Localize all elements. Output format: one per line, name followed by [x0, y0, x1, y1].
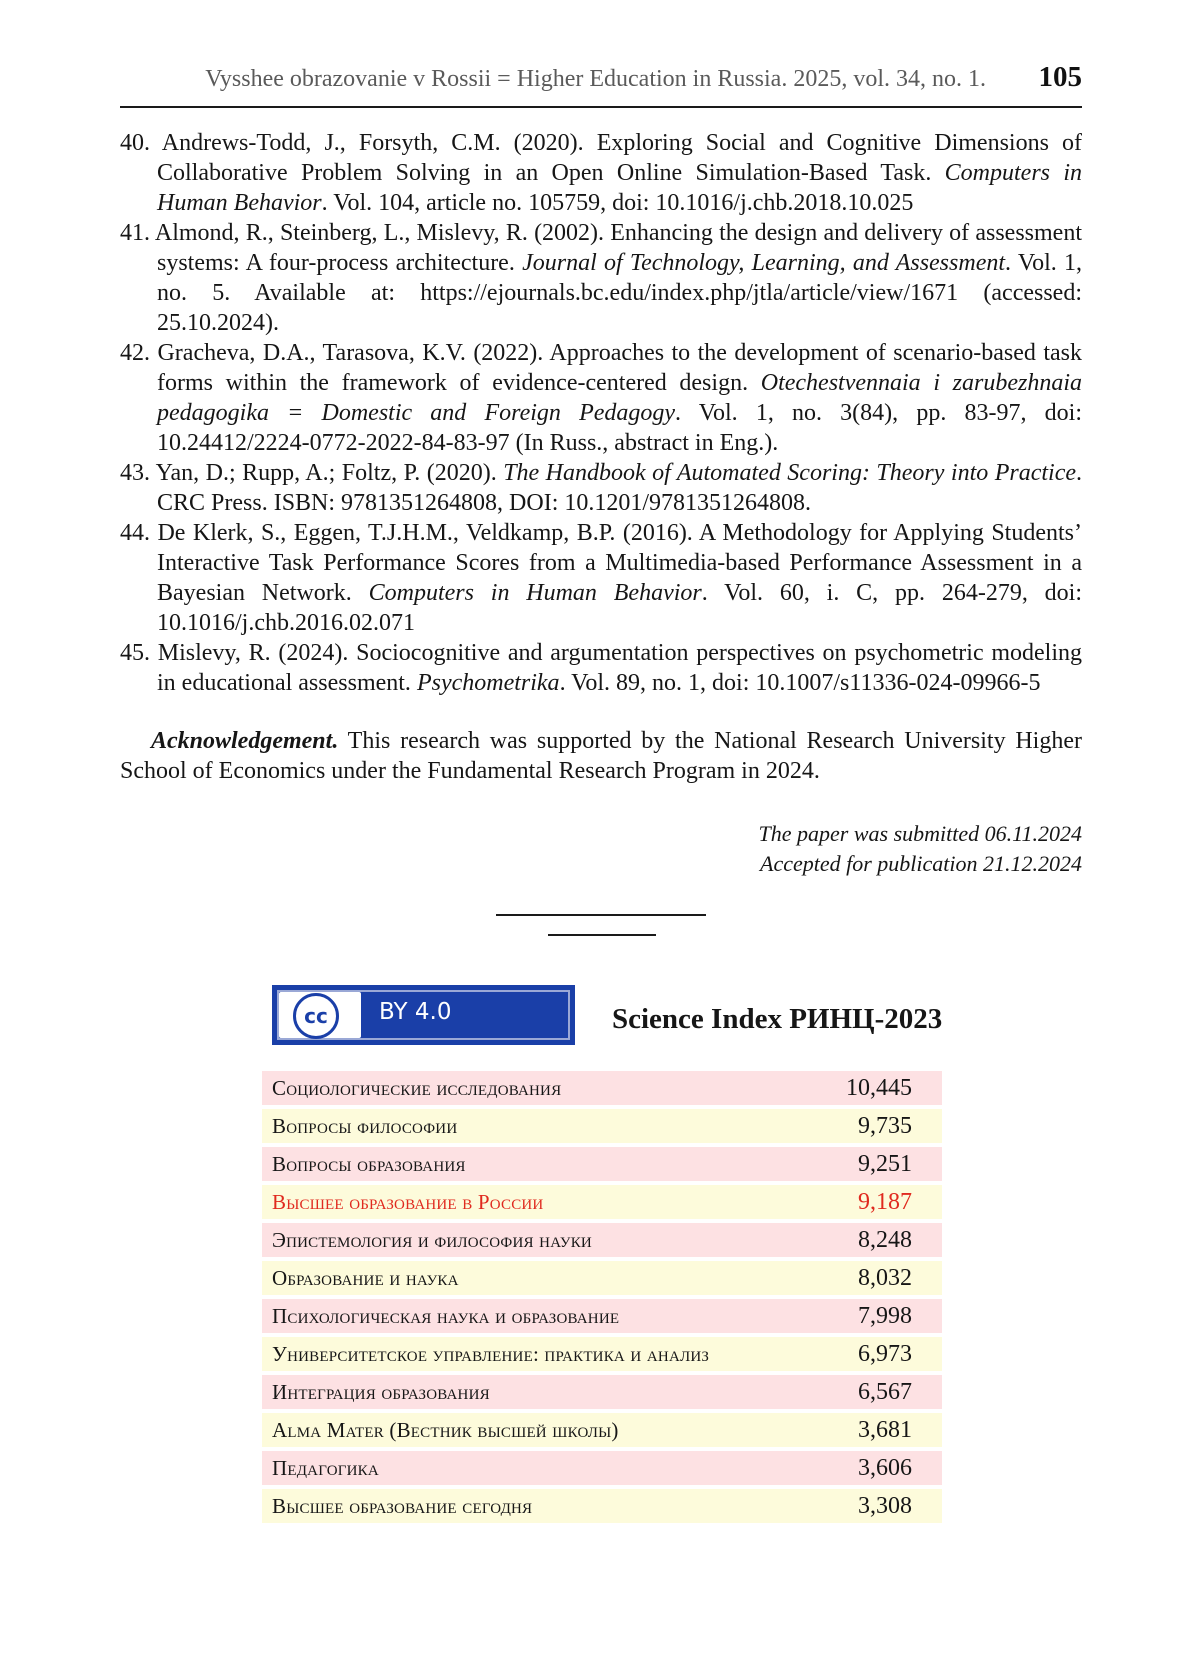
reference-text: De Klerk, S., Eggen, T.J.H.M., Veldkamp, B.P. (2016). A Methodology for Applying Students’ Interactive Task Performance Scores from a Multimedia-based Performance Assessment in a Bayesian Network.	[157, 520, 1082, 606]
science-index-table	[262, 1067, 942, 1527]
journal-score: 3,308	[802, 1489, 942, 1523]
running-header	[120, 56, 1082, 108]
table-row	[262, 1071, 942, 1105]
science-index-title: Science Index РИНЦ-2023	[612, 1003, 943, 1035]
reference-text: Yan, D.; Rupp, A.; Foltz, P. (2020).	[155, 460, 504, 486]
journal-score: 3,606	[802, 1451, 942, 1485]
reference-text: Andrews-Todd, J., Forsyth, C.M. (2020). Exploring Social and Cognitive Dimensions of Collaborative Problem Solving in an Open Online Simulation-Based Task.	[157, 130, 1082, 186]
table-row-highlighted	[262, 1185, 942, 1219]
table-row	[262, 1261, 942, 1295]
journal-name: Университетское управление: практика и анализ	[262, 1337, 802, 1371]
journal-name: Вопросы философии	[262, 1109, 802, 1143]
reference-details: . Vol. 1, no. 5. Available at: https://ejournals.bc.edu/index.php/jtla/article/view/1671 (accessed: 25.10.2024).	[157, 250, 1082, 336]
reference-source: Journal of Technology, Learning, and Assessment	[522, 250, 1006, 276]
reference-source: Otechestvennaia i zarubezhnaia pedagogika = Domestic and Foreign Pedagogy	[157, 370, 1082, 426]
journal-name: Образование и наука	[262, 1261, 802, 1295]
reference-number: 40.	[120, 130, 150, 156]
reference-item	[120, 518, 1082, 638]
reference-source: Computers in Human Behavior	[157, 160, 1082, 216]
journal-score: 9,251	[802, 1147, 942, 1181]
table-row	[262, 1489, 942, 1523]
reference-details: . Vol. 60, i. C, pp. 264-279, doi: 10.1016/j.chb.2016.02.071	[157, 580, 1082, 636]
page-number: 105	[1038, 61, 1082, 93]
science-index-rows	[262, 1071, 942, 1523]
journal-name: Психологическая наука и образование	[262, 1299, 802, 1333]
creative-commons-icon: cc	[293, 993, 339, 1039]
reference-text: Gracheva, D.A., Tarasova, K.V. (2022). Approaches to the development of scenario-based task forms within the framework of evidence-centered design.	[157, 340, 1083, 396]
reference-item	[120, 458, 1082, 518]
journal-score: 9,187	[802, 1185, 942, 1219]
acknowledgement-label: Acknowledgement.	[151, 728, 339, 754]
journal-score: 6,973	[802, 1337, 942, 1371]
journal-name: Эпистемология и философия науки	[262, 1223, 802, 1257]
journal-score: 8,032	[802, 1261, 942, 1295]
journal-name: Высшее образование в России	[262, 1185, 802, 1219]
table-row	[262, 1337, 942, 1371]
journal-name: Педагогика	[262, 1451, 802, 1485]
table-row	[262, 1375, 942, 1409]
reference-number: 45.	[120, 640, 150, 666]
cc-license-badge	[272, 985, 575, 1045]
reference-number: 42.	[120, 340, 150, 366]
reference-number: 41.	[120, 220, 150, 246]
reference-source: The Handbook of Automated Scoring: Theory into Practice	[503, 460, 1077, 486]
reference-item	[120, 218, 1082, 338]
reference-item	[120, 338, 1082, 458]
acknowledgement	[120, 726, 1082, 786]
table-row	[262, 1299, 942, 1333]
journal-name: Высшее образование сегодня	[262, 1489, 802, 1523]
reference-item	[120, 638, 1082, 698]
reference-details: . Vol. 104, article no. 105759, doi: 10.1016/j.chb.2018.10.025	[321, 190, 914, 216]
journal-name: Вопросы образования	[262, 1147, 802, 1181]
reference-details: . Vol. 89, no. 1, doi: 10.1007/s11336-024-09966-5	[559, 670, 1041, 696]
journal-score: 8,248	[802, 1223, 942, 1257]
acknowledgement-text: This research was supported by the National Research University Higher School of Economics under the Fundamental Research Program in 2024.	[120, 728, 1082, 784]
cc-logo-panel	[279, 992, 361, 1038]
journal-name: Социологические исследования	[262, 1071, 802, 1105]
reference-text: Almond, R., Steinberg, L., Mislevy, R. (2002). Enhancing the design and delivery of assessment systems: A four-process architecture.	[154, 220, 1082, 276]
journal-score: 6,567	[802, 1375, 942, 1409]
journal-name: Интеграция образования	[262, 1375, 802, 1409]
journal-line: Vysshee obrazovanie v Rossii = Higher Education in Russia. 2025, vol. 34, no. 1.	[205, 66, 986, 92]
table-row	[262, 1147, 942, 1181]
license-label: BY 4.0	[379, 999, 452, 1025]
reference-details: . CRC Press. ISBN: 9781351264808, DOI: 10.1201/9781351264808.	[157, 460, 1083, 516]
table-row	[262, 1109, 942, 1143]
reference-details: . Vol. 1, no. 3(84), pp. 83-97, doi: 10.24412/2224-0772-2022-84-83-97 (In Russ., abstract in Eng.).	[157, 400, 1082, 456]
table-row	[262, 1223, 942, 1257]
reference-source: Psychometrika	[416, 670, 560, 696]
reference-item	[120, 128, 1082, 218]
reference-number: 44.	[120, 520, 150, 546]
table-row	[262, 1413, 942, 1447]
submitted-date: The paper was submitted 06.11.2024	[758, 821, 1082, 846]
journal-name: Alma Mater (Вестник высшей школы)	[262, 1413, 802, 1447]
reference-source: Computers in Human Behavior	[368, 580, 702, 606]
section-divider-long	[496, 914, 706, 916]
journal-score: 7,998	[802, 1299, 942, 1333]
submission-dates	[759, 819, 1082, 879]
section-divider-short	[548, 934, 656, 936]
table-row	[262, 1451, 942, 1485]
reference-text: Mislevy, R. (2024). Sociocognitive and argumentation perspectives on psychometric modeling in educational assessment.	[157, 640, 1083, 696]
journal-score: 9,735	[802, 1109, 942, 1143]
reference-number: 43.	[120, 460, 150, 486]
accepted-date: Accepted for publication 21.12.2024	[760, 851, 1082, 876]
reference-list	[120, 128, 1082, 698]
journal-score: 3,681	[802, 1413, 942, 1447]
journal-score: 10,445	[802, 1071, 942, 1105]
